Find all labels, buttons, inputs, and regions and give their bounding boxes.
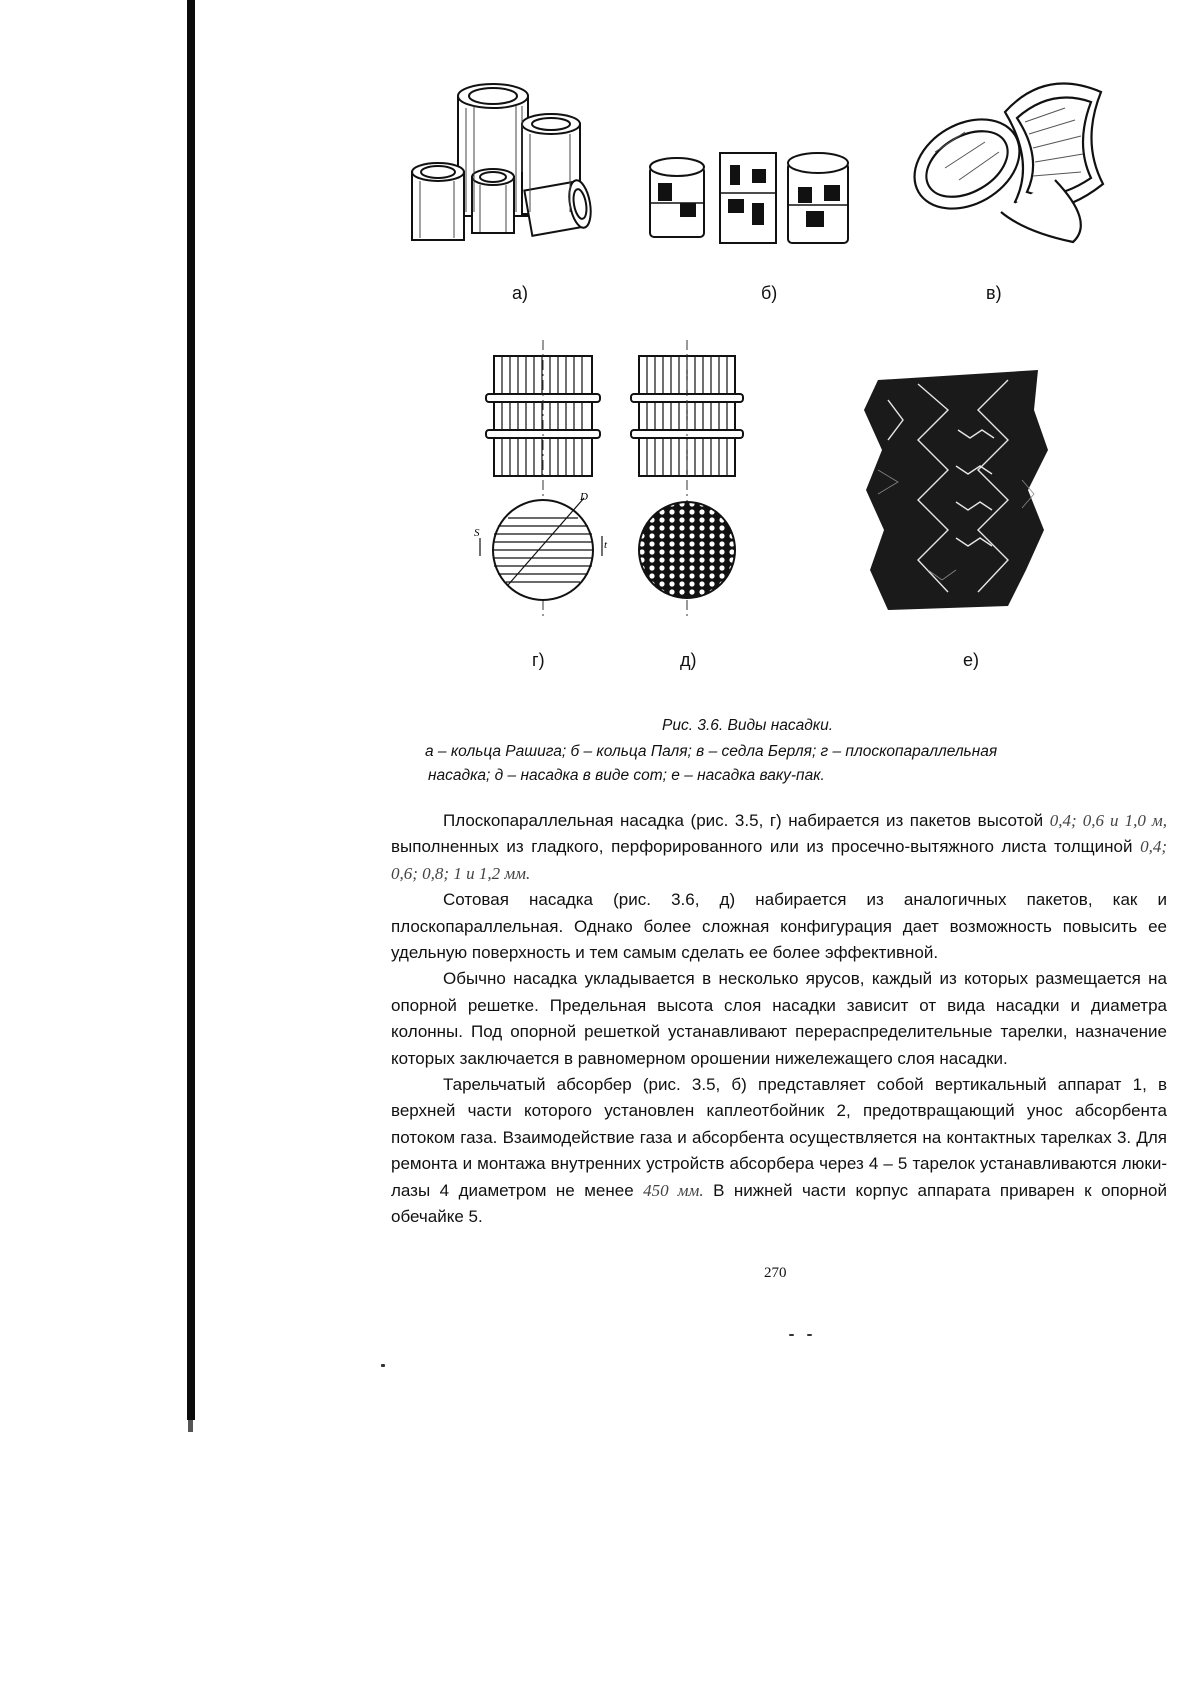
- paragraph-1: [391, 808, 1167, 887]
- paragraph-1-text-a: Плоскопараллельная насадка (рис. 3.5, г) набирается из пакетов высотой: [443, 811, 1050, 830]
- figure-pall-rings: [648, 145, 853, 257]
- scan-speck: [789, 1334, 794, 1336]
- page-number: 270: [764, 1265, 787, 1281]
- paragraph-1-thicknesses: 0,4; 0,6; 0,8; 1 и 1,2 мм.: [391, 837, 1167, 883]
- dimension-label-d: D: [580, 491, 588, 503]
- figure-caption-title: Рис. 3.6. Виды насадки.: [662, 717, 834, 734]
- paragraph-1-heights: 0,4; 0,6 и 1,0 м,: [1049, 811, 1168, 830]
- figure-label-e: е): [963, 650, 980, 670]
- figure-label-a: а): [512, 283, 529, 303]
- paragraph-3: Обычно насадка укладывается в несколько ярусов, каждый из которых размещается на опорной решетке. Предельная высота слоя насадки зависит от вида насадки и диаметра колонны. Под опорной решеткой устанавливают перераспределительные тарелки, назначение которых заключается в равномерном орошении нижележащего слоя насадки.: [391, 969, 1167, 1068]
- figure-raschig-rings: [410, 82, 640, 262]
- figure-label-d: д): [680, 650, 697, 670]
- paragraph-4-diameter: 450 мм.: [643, 1180, 704, 1200]
- figure-caption-line-1: а – кольца Рашига; б – кольца Паля; в – седла Берля; г – плоскопараллельная: [425, 743, 998, 760]
- figure-honeycomb-packing: [627, 340, 747, 630]
- paragraph-4-text-a: Тарельчатый абсорбер (рис. 3.5, б) представляет собой вертикальный аппарат 1, в верхней части которого установлен каплеотбойник 2, предотвращающий унос абсорбента потоком газа. Взаимодействие газа и абсорбента осуществляется на контактных тарелках 3. Для ремонта и монтажа внутренних устройств абсорбера через 4 – 5 тарелок устанавливаются люки-лазы 4 диаметром не менее: [391, 1075, 1167, 1200]
- paragraph-4-text-c: В нижней части корпус аппарата приварен к опорной обечайке 5.: [391, 1180, 1167, 1227]
- dimension-label-t: t: [604, 539, 608, 551]
- dimension-label-s: S: [474, 527, 480, 539]
- figure-berl-saddles: [905, 72, 1110, 247]
- figure-label-b: б): [761, 283, 778, 303]
- binding-margin-bar-tail: [188, 1420, 193, 1432]
- figure-vacu-pak-packing: [858, 370, 1058, 610]
- figure-label-v: в): [986, 283, 1002, 303]
- figure-caption-line-2: насадка; д – насадка в виде сот; е – насадка ваку-пак.: [428, 767, 825, 784]
- body-text: [391, 808, 1167, 1231]
- paragraph-2: Сотовая насадка (рис. 3.6, д) набирается из аналогичных пакетов, как и плоскопараллельная. Однако более сложная конфигурация дает возможность повысить ее удельную поверхность и тем самым сделать ее более эффективной.: [391, 890, 1167, 963]
- paragraph-4: [391, 1072, 1167, 1230]
- figure-label-g: г): [532, 650, 545, 670]
- binding-margin-bar: [187, 0, 195, 1420]
- scan-speck: [807, 1334, 812, 1336]
- scan-speck: [381, 1364, 385, 1367]
- paragraph-1-text-c: выполненных из гладкого, перфорированного или из просечно-вытяжного листа толщиной: [391, 837, 1141, 857]
- figure-plane-parallel-packing: [474, 340, 614, 630]
